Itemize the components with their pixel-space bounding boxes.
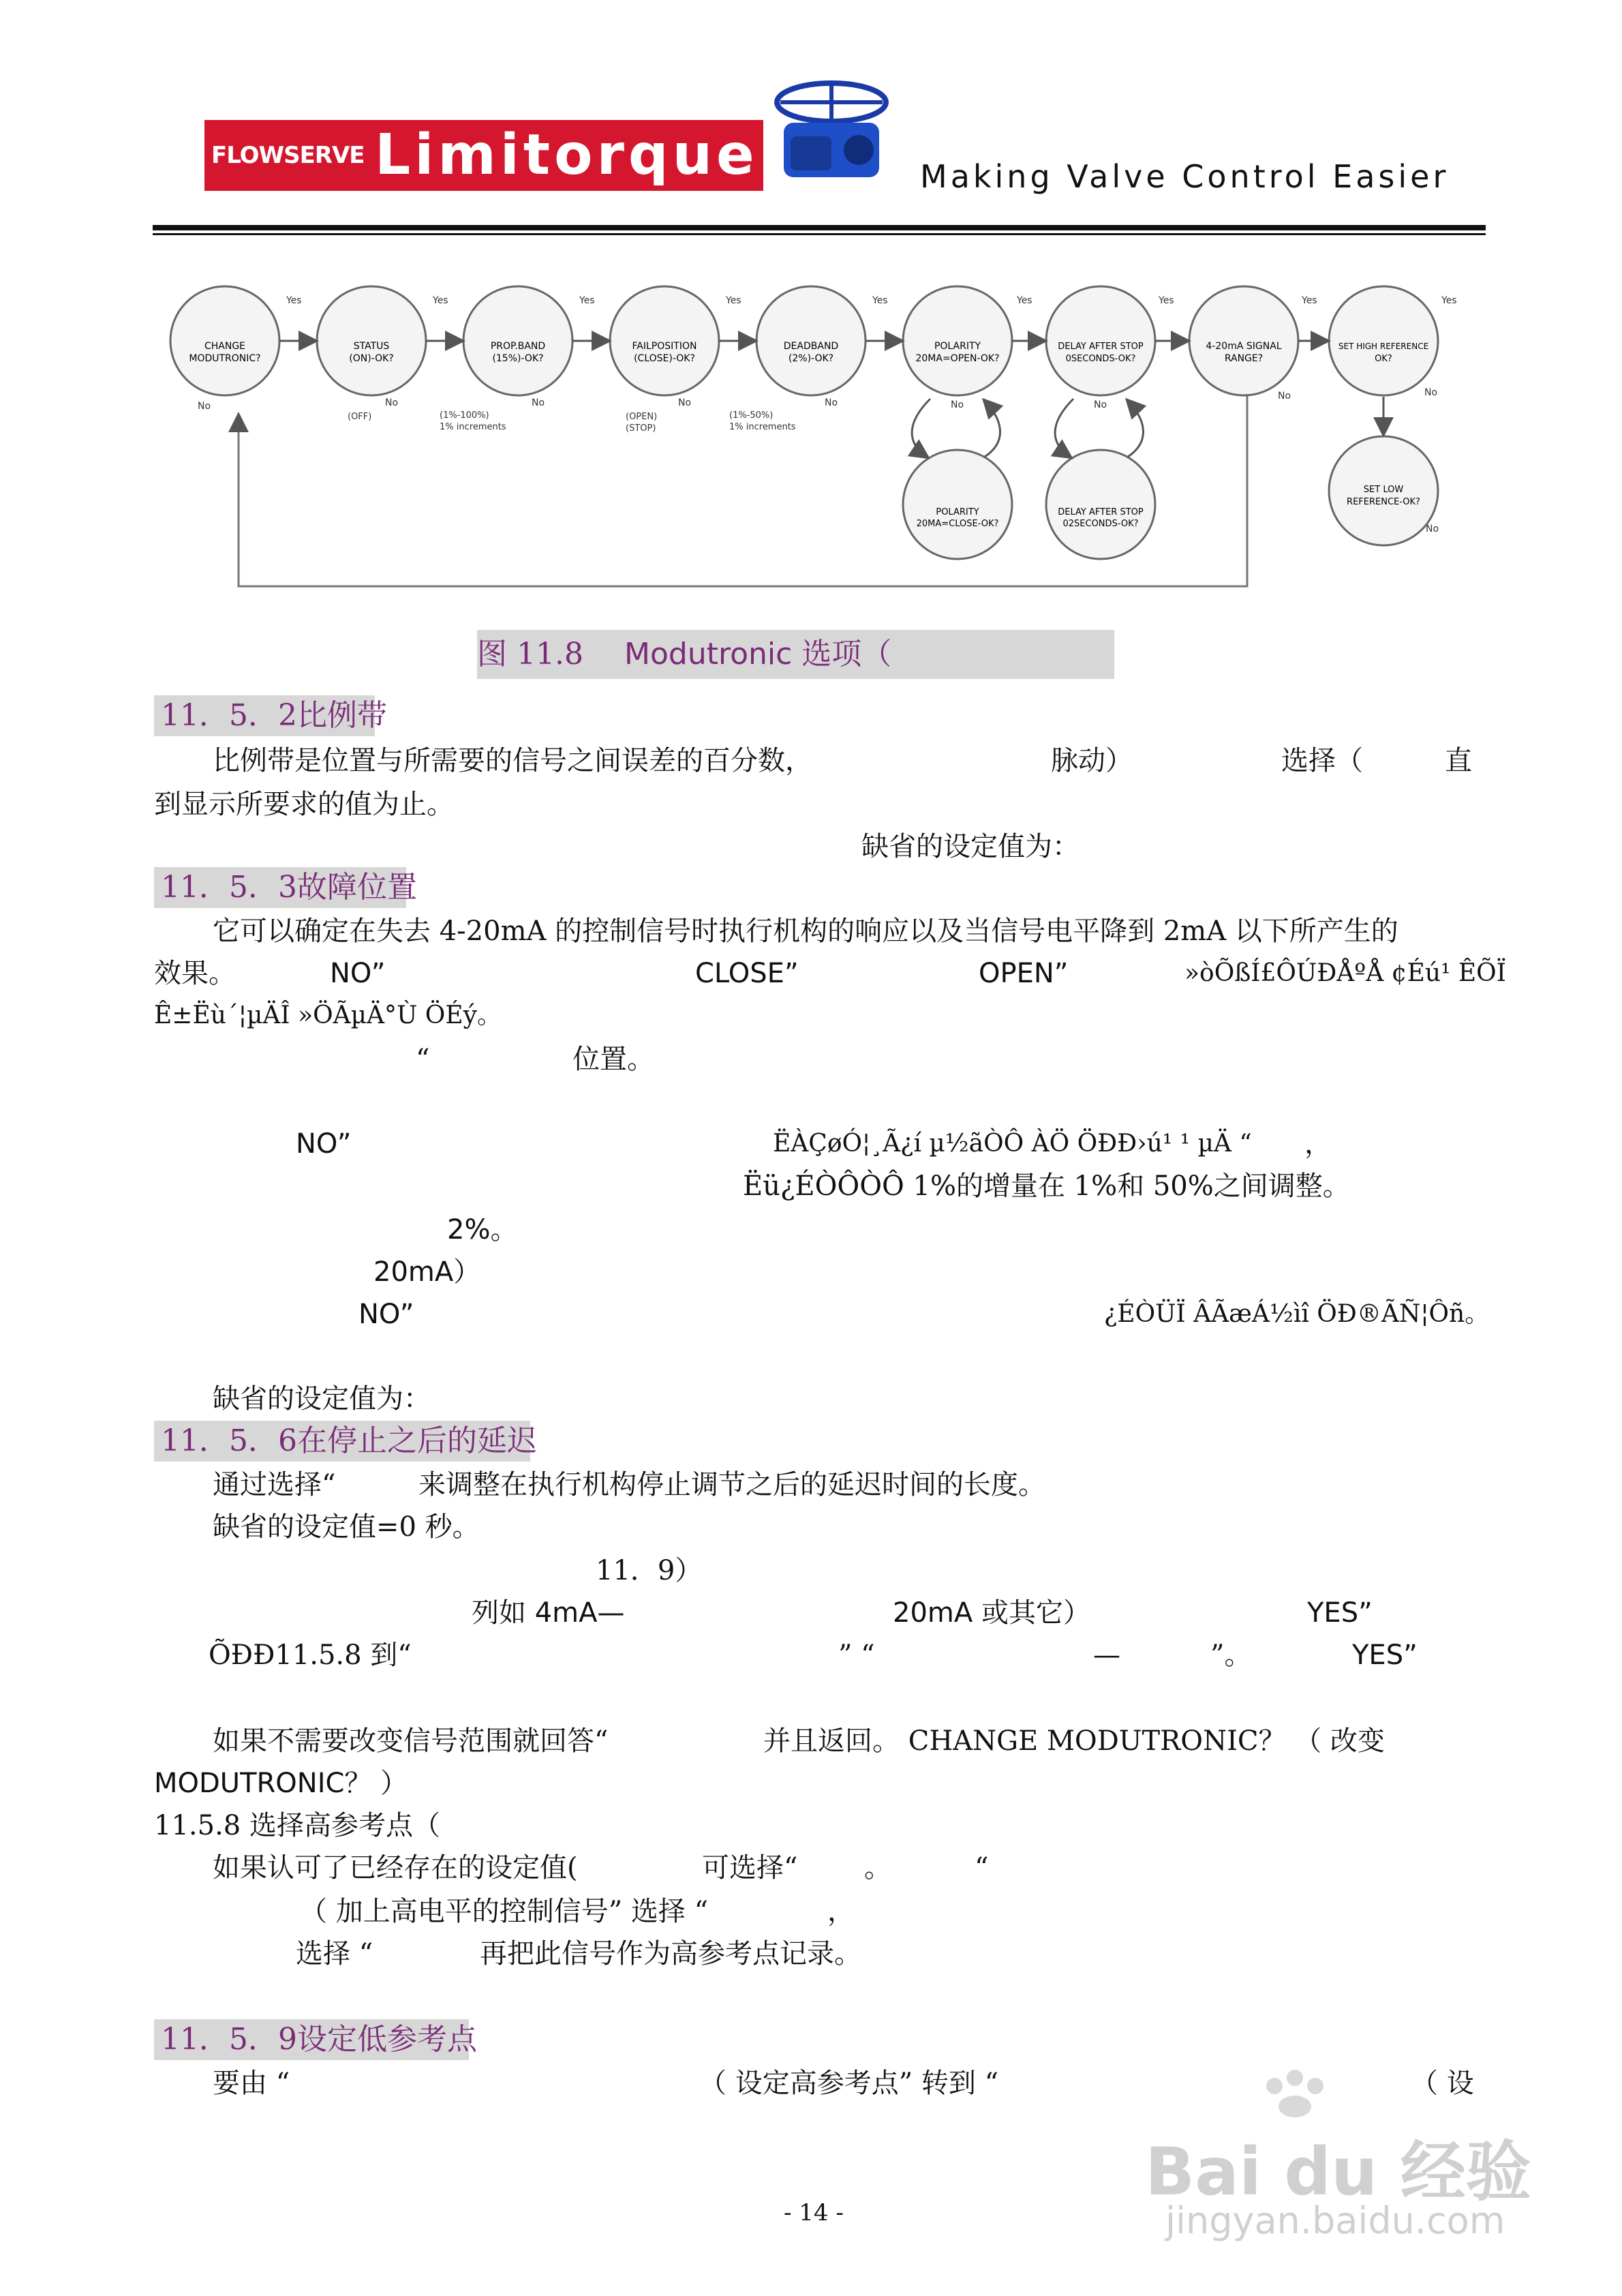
svg-text:No: No bbox=[1424, 387, 1438, 398]
text: “ bbox=[975, 1852, 989, 1884]
header-rule bbox=[153, 225, 1486, 230]
node-set-high-reference bbox=[1329, 286, 1438, 395]
svg-text:No: No bbox=[825, 397, 838, 408]
svg-text:No: No bbox=[385, 397, 399, 408]
svg-text:DELAY AFTER STOP: DELAY AFTER STOP bbox=[1058, 342, 1144, 352]
heading-11-5-2: 11．5．2比例带 bbox=[154, 695, 375, 736]
svg-text:4-20mA SIGNAL: 4-20mA SIGNAL bbox=[1206, 341, 1282, 352]
text: （ 加上高电平的控制信号” 选择 “ bbox=[300, 1896, 709, 1927]
svg-text:1% increments: 1% increments bbox=[440, 422, 506, 432]
text: ， bbox=[1304, 1128, 1332, 1160]
svg-text:(1%-100%): (1%-100%) bbox=[440, 410, 489, 421]
text: 如果认可了已经存在的设定值( bbox=[213, 1852, 578, 1884]
text: 到显示所要求的值为止。 bbox=[154, 789, 454, 820]
header-rule-thin bbox=[153, 233, 1486, 235]
text: 选择（ bbox=[1281, 745, 1363, 776]
text: 20mA） bbox=[373, 1256, 481, 1288]
svg-text:02SECONDS-OK?: 02SECONDS-OK? bbox=[1062, 519, 1139, 529]
text: NO” bbox=[330, 958, 386, 989]
svg-text:DEADBAND: DEADBAND bbox=[783, 341, 839, 352]
text: — bbox=[1093, 1640, 1120, 1671]
text: OPEN” bbox=[979, 958, 1069, 989]
text: »òÕßÍ£ÔÚÐÅºÅ ¢Éú¹ ÊÕÏ bbox=[1184, 959, 1506, 987]
text: MODUTRONIC？ ） bbox=[154, 1768, 408, 1799]
text: ， bbox=[827, 1896, 855, 1927]
baidu-watermark bbox=[1145, 2066, 1531, 2243]
svg-text:Yes: Yes bbox=[1017, 295, 1032, 306]
svg-text:No: No bbox=[1278, 391, 1291, 402]
paw-icon bbox=[1254, 2066, 1336, 2120]
svg-text:RANGE?: RANGE? bbox=[1224, 353, 1264, 364]
svg-text:(CLOSE)-OK?: (CLOSE)-OK? bbox=[634, 353, 695, 364]
svg-text:No: No bbox=[1094, 399, 1107, 410]
svg-text:(15%)-OK?: (15%)-OK? bbox=[492, 353, 544, 364]
svg-text:20MA=CLOSE-OK?: 20MA=CLOSE-OK? bbox=[916, 519, 999, 529]
text: YES” bbox=[1352, 1640, 1418, 1671]
svg-text:No: No bbox=[532, 397, 545, 408]
text: 如果不需要改变信号范围就回答“ bbox=[213, 1725, 609, 1757]
svg-text:POLARITY: POLARITY bbox=[936, 507, 979, 517]
text: 比例带是位置与所需要的信号之间误差的百分数， bbox=[213, 745, 812, 776]
node-delay-after-stop bbox=[1046, 286, 1155, 395]
heading-11-5-6: 11．5．6在停止之后的延迟 bbox=[154, 1421, 530, 1462]
svg-text:No: No bbox=[678, 397, 692, 408]
svg-text:Yes: Yes bbox=[433, 295, 448, 306]
svg-text:Yes: Yes bbox=[1441, 295, 1457, 306]
text: 通过选择“ bbox=[213, 1469, 336, 1500]
node-prop-band bbox=[463, 286, 572, 395]
text: NO” bbox=[358, 1299, 414, 1330]
text: 列如 4mA— bbox=[472, 1597, 625, 1629]
text: 缺省的设定值为： bbox=[213, 1383, 431, 1415]
svg-text:Yes: Yes bbox=[726, 295, 741, 306]
svg-text:20MA=OPEN-OK?: 20MA=OPEN-OK? bbox=[915, 353, 1000, 364]
svg-text:SET HIGH REFERENCE: SET HIGH REFERENCE bbox=[1338, 342, 1429, 351]
text: ” “ bbox=[838, 1640, 875, 1671]
svg-text:REFERENCE-OK?: REFERENCE-OK? bbox=[1347, 497, 1420, 507]
node-deadband bbox=[756, 286, 866, 395]
figure-number: 图 11.8 bbox=[477, 637, 583, 671]
svg-text:(2%)-OK?: (2%)-OK? bbox=[788, 353, 834, 364]
svg-text:1% increments: 1% increments bbox=[729, 422, 796, 432]
svg-text:Yes: Yes bbox=[1159, 295, 1174, 306]
svg-text:FAILPOSITION: FAILPOSITION bbox=[632, 341, 697, 352]
text: ÕÐÐ11.5.8 到“ bbox=[209, 1640, 412, 1671]
svg-text:No: No bbox=[198, 401, 211, 412]
svg-text:(OFF): (OFF) bbox=[348, 412, 372, 422]
node-delay-after-stop-alt bbox=[1046, 450, 1155, 559]
svg-text:POLARITY: POLARITY bbox=[934, 341, 981, 352]
text: NO” bbox=[296, 1128, 352, 1160]
svg-text:DELAY AFTER STOP: DELAY AFTER STOP bbox=[1058, 507, 1144, 517]
node-change-modutronic bbox=[170, 286, 279, 395]
svg-text:0SECONDS-OK?: 0SECONDS-OK? bbox=[1065, 354, 1136, 364]
svg-text:No: No bbox=[1426, 524, 1439, 534]
svg-text:Yes: Yes bbox=[1302, 295, 1317, 306]
svg-text:No: No bbox=[951, 399, 964, 410]
text: 缺省的设定值为： bbox=[861, 831, 1080, 862]
text: Ê±Ëù´¦µÄÎ »ÖÃµÄ°Ù ÖÉý。 bbox=[154, 1001, 502, 1029]
svg-text:(STOP): (STOP) bbox=[626, 423, 656, 434]
svg-text:MODUTRONIC?: MODUTRONIC? bbox=[189, 353, 261, 364]
tagline: Making Valve Control Easier bbox=[920, 158, 1450, 195]
svg-text:CHANGE: CHANGE bbox=[204, 341, 246, 352]
text: “ bbox=[416, 1044, 430, 1075]
heading-11-5-3: 11．5．3故障位置 bbox=[154, 867, 406, 908]
text: Ëü¿ÉÒÔÒÔ 1%的增量在 1%和 50%之间调整。 bbox=[743, 1170, 1350, 1202]
text: 来调整在执行机构停止调节之后的延迟时间的长度。 bbox=[418, 1469, 1045, 1500]
text: 20mA 或其它） bbox=[893, 1597, 1090, 1629]
svg-text:(1%-50%): (1%-50%) bbox=[729, 410, 774, 421]
text: 再把此信号作为高参考点记录。 bbox=[480, 1938, 861, 1969]
page-number: - 14 - bbox=[784, 2199, 844, 2226]
text: 直 bbox=[1445, 745, 1472, 776]
svg-text:(ON)-OK?: (ON)-OK? bbox=[349, 353, 394, 364]
svg-text:STATUS: STATUS bbox=[353, 341, 390, 352]
text: YES” bbox=[1307, 1597, 1373, 1629]
watermark-url: jingyan.baidu.com bbox=[1165, 2199, 1505, 2242]
node-polarity-close bbox=[903, 450, 1012, 559]
svg-text:Yes: Yes bbox=[872, 295, 888, 306]
text: 。 bbox=[864, 1852, 891, 1884]
svg-text:Yes: Yes bbox=[286, 295, 302, 306]
figure-caption bbox=[477, 630, 1114, 679]
watermark-brand: Bai du 经验 bbox=[1145, 2134, 1531, 2210]
text: 要由 “ bbox=[213, 2068, 290, 2099]
svg-text:SET LOW: SET LOW bbox=[1363, 485, 1404, 495]
text: CLOSE” bbox=[695, 958, 799, 989]
modutronic-flowchart bbox=[157, 273, 1465, 600]
text: 可选择“ bbox=[702, 1852, 798, 1884]
text: （ 设定高参考点” 转到 “ bbox=[699, 2068, 999, 2099]
node-status bbox=[317, 286, 426, 395]
text: 选择 “ bbox=[296, 1938, 373, 1969]
svg-text:OK?: OK? bbox=[1375, 354, 1392, 364]
node-polarity bbox=[903, 286, 1012, 395]
figure-title: Modutronic 选项（ bbox=[624, 637, 892, 671]
text: 位置。 bbox=[572, 1044, 654, 1075]
text: 2%。 bbox=[447, 1214, 518, 1245]
heading-11-5-9: 11．5．9设定低参考点 bbox=[154, 2019, 469, 2060]
text: 并且返回。 CHANGE MODUTRONIC？ （ 改变 bbox=[763, 1725, 1385, 1757]
text: ”。 bbox=[1210, 1640, 1252, 1671]
text: （ 设 bbox=[1411, 2068, 1474, 2099]
svg-text:PROP.BAND: PROP.BAND bbox=[490, 341, 546, 352]
text: 11．9） bbox=[596, 1555, 703, 1586]
node-set-low-reference bbox=[1329, 436, 1438, 545]
node-signal-range bbox=[1189, 286, 1298, 395]
text: ¿ÉÒÜÏ ÂÃæÁ½ìî ÖÐ®ÃÑ¦Ôñ。 bbox=[1104, 1300, 1490, 1328]
text: 它可以确定在失去 4-20mA 的控制信号时执行机构的响应以及当信号电平降到 2mA 以下所产生的 bbox=[213, 916, 1398, 947]
limitorque-logo-text: Limitorque bbox=[375, 123, 759, 187]
text: 缺省的设定值=0 秒。 bbox=[213, 1511, 480, 1543]
heading-11-5-8: 11.5.8 选择高参考点（ bbox=[154, 1810, 440, 1841]
flowserve-logo-text: FLOWSERVE bbox=[211, 142, 365, 169]
text: 脉动） bbox=[1051, 745, 1133, 776]
actuator-icon bbox=[763, 75, 900, 191]
text: ËÀÇøÓ¦¸Ã¿í µ½ãÒÔ ÀÖ ÖÐÐ›ú¹ ¹ µÄ “ bbox=[773, 1130, 1252, 1158]
node-fail-position bbox=[610, 286, 719, 395]
svg-text:Yes: Yes bbox=[579, 295, 595, 306]
svg-text:(OPEN): (OPEN) bbox=[626, 412, 658, 422]
text: 效果。 bbox=[154, 958, 236, 989]
